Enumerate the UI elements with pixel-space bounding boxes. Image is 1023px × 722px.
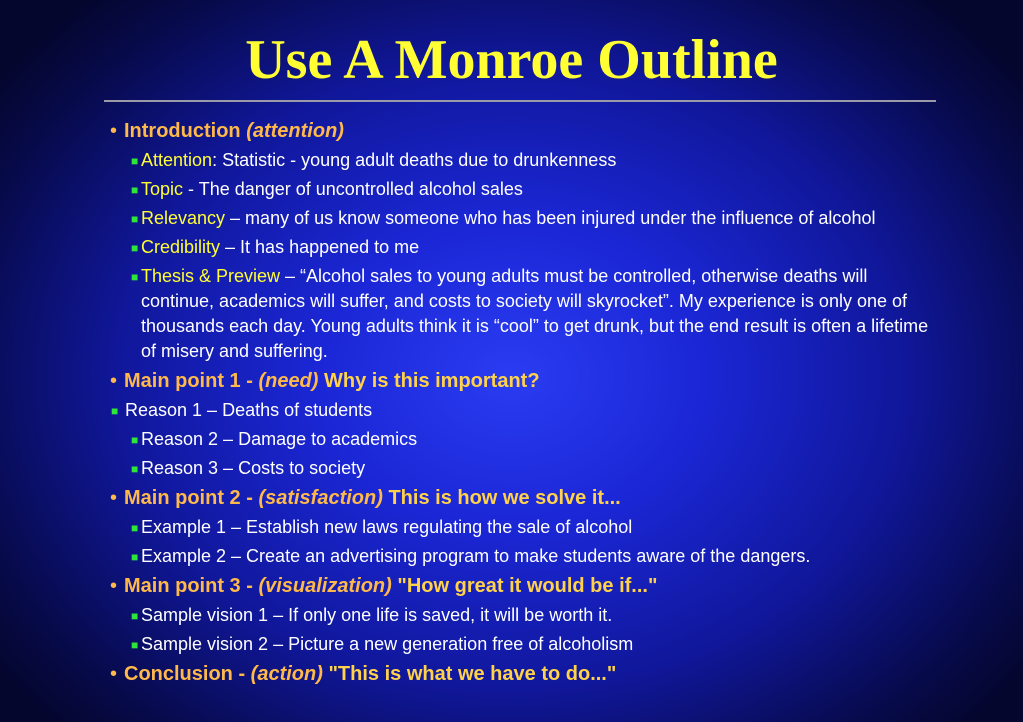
item-text: – It has happened to me: [220, 237, 420, 257]
outline-heading-introduction: [110, 118, 940, 144]
heading-text: Introduction: [124, 120, 247, 142]
item-text: - The danger of uncontrolled alcohol sales: [183, 179, 523, 199]
bullet-icon: •: [110, 120, 118, 142]
square-bullet-icon: ■: [131, 638, 139, 652]
item-text: Sample vision 2 – Picture a new generation free of alcoholism: [141, 634, 634, 654]
heading-tag: (attention): [246, 120, 344, 142]
outline-item-reason-3: [110, 456, 940, 481]
title-divider: [104, 100, 936, 102]
item-text: Example 2 – Create an advertising program to make students aware of the dangers.: [141, 546, 811, 566]
outline-item-credibility: [110, 235, 940, 260]
slide-title: Use A Monroe Outline: [245, 29, 778, 91]
bullet-icon: •: [110, 663, 118, 685]
bullet-icon: •: [110, 370, 118, 392]
item-text: Reason 2 – Damage to academics: [141, 429, 418, 449]
item-label: Topic: [141, 179, 184, 199]
heading-rest: "This is what we have to do...": [322, 663, 617, 685]
item-label: Thesis & Preview: [141, 266, 281, 286]
square-bullet-icon: ■: [131, 609, 139, 623]
heading-tag: (action): [250, 663, 323, 685]
outline: [110, 114, 940, 687]
heading-tag: (need): [258, 370, 319, 392]
heading-text: Main point 3 -: [124, 575, 259, 597]
outline-heading-main-point-2: [110, 485, 940, 511]
square-bullet-icon: ■: [131, 433, 139, 447]
square-bullet-icon: ■: [111, 404, 119, 418]
bullet-icon: •: [110, 575, 118, 597]
bullet-icon: •: [110, 487, 118, 509]
square-bullet-icon: ■: [131, 212, 139, 226]
square-bullet-icon: ■: [131, 270, 139, 284]
square-bullet-icon: ■: [131, 550, 139, 564]
item-text: : Statistic - young adult deaths due to drunkenness: [212, 150, 617, 170]
item-text: Reason 3 – Costs to society: [141, 458, 366, 478]
outline-item-attention: [110, 148, 940, 173]
outline-item-reason-1: [110, 398, 940, 423]
outline-item-vision-1: [110, 603, 940, 628]
square-bullet-icon: ■: [131, 241, 139, 255]
item-label: Credibility: [141, 237, 221, 257]
outline-item-reason-2: [110, 427, 940, 452]
outline-item-example-2: [110, 544, 940, 569]
outline-item-thesis-preview: [110, 264, 940, 364]
heading-tag: (visualization): [258, 575, 392, 597]
item-label: Attention: [141, 150, 213, 170]
outline-item-relevancy: [110, 206, 940, 231]
heading-text: Main point 2 -: [124, 487, 259, 509]
outline-heading-conclusion: [110, 661, 940, 687]
outline-heading-main-point-1: [110, 368, 940, 394]
item-text: – “Alcohol sales to young adults must be controlled, otherwise deaths will continue, academics will suffer, and costs to society will skyrocket”. My experience is only one of thousands each day. Young adults think it is “cool” to get drunk, but the end result is often a lifetime of misery and suffering.: [141, 266, 929, 361]
square-bullet-icon: ■: [131, 521, 139, 535]
heading-rest: "How great it would be if...": [391, 575, 658, 597]
outline-item-example-1: [110, 515, 940, 540]
outline-item-vision-2: [110, 632, 940, 657]
item-label: Relevancy: [141, 208, 226, 228]
heading-rest: This is how we solve it...: [382, 487, 621, 509]
heading-rest: Why is this important?: [318, 370, 540, 392]
outline-item-topic: [110, 177, 940, 202]
item-text: – many of us know someone who has been injured under the influence of alcohol: [225, 208, 876, 228]
heading-text: Conclusion -: [124, 663, 251, 685]
square-bullet-icon: ■: [131, 154, 139, 168]
square-bullet-icon: ■: [131, 462, 139, 476]
heading-text: Main point 1 -: [124, 370, 259, 392]
item-text: Sample vision 1 – If only one life is saved, it will be worth it.: [141, 605, 613, 625]
item-text: Reason 1 – Deaths of students: [125, 400, 373, 420]
square-bullet-icon: ■: [131, 183, 139, 197]
outline-heading-main-point-3: [110, 573, 940, 599]
item-text: Example 1 – Establish new laws regulating the sale of alcohol: [141, 517, 633, 537]
heading-tag: (satisfaction): [258, 487, 383, 509]
